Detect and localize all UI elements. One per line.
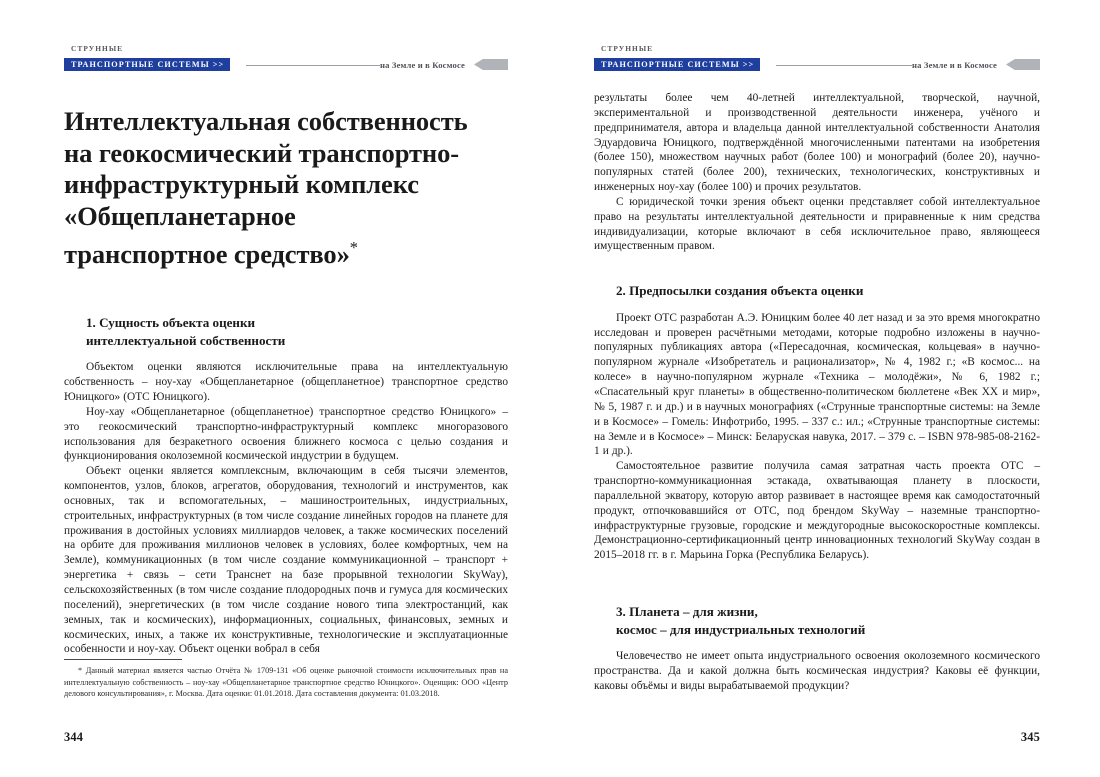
section-3-line-2: космос – для индустриальных технологий [616,621,866,637]
section-heading-2: 2. Предпосылки создания объекта оценки [616,283,864,299]
running-head-subtitle-left: на Земле и в Космосе [380,59,465,70]
footnote-block [64,659,508,699]
brand-bar-label: ТРАНСПОРТНЫЕ СИСТЕМЫ >> [64,58,230,71]
paragraph: Человечество не имеет опыта индустриального освоения околоземного космического пространства. Да и какой должна быть космическая индустрия? Каковы её функции, каковы объёмы и виды вырабатываемой продукции? [594,650,1040,692]
header-rule-left [246,65,380,66]
paragraph: Ноу-хау «Общепланетарное (общепланетное) транспортное средство Юницкого» – это геокосмический транспортно-инфраструктурный комплекс многоразового использования для безракетного освоения ближнего космоса с целью создания и функционирования околоземной космической индустрии в будущем. [64,405,508,463]
running-head-right [594,38,1040,72]
heading-spacer-3 [594,638,1040,649]
section-heading-3 [594,603,1040,638]
brand-logo-right [594,44,774,72]
title-line-1: Интеллектуальная собственность [64,106,468,136]
running-head-right-group-left [380,59,508,70]
paragraph: Проект ОТС разработан А.Э. Юницким более 40 лет назад и за это время многократно исследован и проверен расчётными методами, которые подробно изложены в научно-популярных публикациях автора («Пересадочная, космическая, кольцевая» в научно-популярном журнале «Изобретатель и рационализатор», № 4, 1982 г.; «В космос... на колесе» в научно-популярном журнале «Техника – молодёжи», № 6, 1982 г.; «Спасательный круг планеты» в общественно-политическом бюллетене «Век XX и мир», № 5, 1987 г. и др.) и в научных монографиях («Струнные транспортные системы: на Земле и в Космосе» – Гомель: Инфотрибо, 1995. – 337 с.: ил.; «Струнные транспортные системы: на Земле и в Космосе» – Минск: Беларуская навука, 2017. – 379 с. – ISBN 978-985-08-2162-1 и др.). [594,311,1040,458]
paragraph: С юридической точки зрения объект оценки представляет собой интеллектуальное право на результаты интеллектуальной деятельности и приравненные к ним средства индивидуализации, которые включают в себя исключительное право, являющееся имущественным правом. [594,195,1040,253]
running-head-subtitle-right: на Земле и в Космосе [912,59,997,70]
page-number-right: 345 [1020,730,1040,744]
section-3-line-1: 3. Планета – для жизни, [616,604,758,620]
footnote-separator [64,659,182,660]
title-line-4: «Общепланетарное [64,200,296,231]
brand-top-label: СТРУННЫЕ [71,44,124,53]
brand-bar-label: ТРАНСПОРТНЫЕ СИСТЕМЫ >> [594,58,760,71]
footnote-text: * Данный материал является частью Отчёта № 1709-131 «Об оценке рыночной стоимости исключительных прав на интеллектуальную собственность – ноу-хау «Общепланетарное транспортное средство Юницкого». Оценщик: ООО «Центр делового консультирования», г. Москва. Дата оценки: 01.01.2018. Дата составления документа: 01.03.2018. [64,666,508,698]
header-rule-right [776,65,912,66]
title-line-3: инфраструктурный комплекс [64,169,419,199]
section-1-line-2: интеллектуальной собственности [86,332,286,348]
arrow-left-icon [1006,59,1040,70]
brand-top-label: СТРУННЫЕ [601,44,654,53]
title-footnote-marker: * [349,238,358,257]
running-head-right-group-right [912,59,1040,70]
section-1-line-1: 1. Сущность объекта оценки [86,315,256,331]
page-title [64,106,508,270]
brand-logo-left [64,44,244,72]
paragraph: Объект оценки является комплексным, включающим в себя тысячи элементов, компонентов, узлов, блоков, агрегатов, оборудования, технологий и инструментов, как основных, так и вспомогательных, – машиностроительных, индустриальных, строительных, инфраструктурных (в том числе создание линейных городов на планете для проживания в достойных условиях миллиардов человек, а также космических поселений на орбите для проживания миллионов человек в условиях, более комфортных, чем на Земле), коммуникационных (в том числе создание коммуникационной – транспорт + энергетика + связь – сети Транснет на базе прорывной технологии SkyWay), сельскохозяйственных (в том числе создание плодородных почв и гумуса для космических поселений), энергетических (в том числе создание нового типа электростанций, как земных, так и космических), информационных, социальных, финансовых, земных и космических, иных, а также их конструктивные, технологические и эксплуатационные особенности и ноу-хау. Объект оценки вобрал в себя [64,465,508,656]
right-page [550,0,1100,777]
paragraph: результаты более чем 40-летней интеллектуальной, творческой, научной, экспериментальной и производственной деятельности инженера, учёного и предпринимателя, автора и владельца данной интеллектуальной собственности Анатолия Эдуардовича Юницкого, подтверждённой многочисленными патентами на изобретения (более 150), множеством научных работ (более 100) и монографий (более 20), научно-популярных статей (более 200), технических, технологических, конструктивных и инженерных ноу-хау (более 100) и прочих результатов. [594,92,1040,194]
column-top-spacer [594,72,1040,91]
paragraph: Объектом оценки являются исключительные права на интеллектуальную собственность – ноу-хау «Общепланетарное (общепланетное) транспортное средство Юницкого» (ОТС Юницкого). [64,361,508,404]
section-heading-1 [64,314,508,349]
heading-spacer-2 [594,300,1040,311]
page-number-left: 344 [64,730,84,744]
title-line-2: на геокосмический транспортно- [64,137,459,168]
paragraph: Самостоятельное развитие получила самая затратная часть проекта ОТС – транспортно-коммуникационная эстакада, охватывающая планету в плоскости, параллельной экватору, которую автор развивает в настоящее время как самодостаточный продукт, отпочковавшийся от ОТС, под брендом SkyWay – наземные транспортно-инфраструктурные грузовые, городские и междугородные высокоскоростные комплексы. Демонстрационно-сертификационный центр инновационных технологий SkyWay создан в 2015–2018 гг. в г. Марьина Горка (Республика Беларусь). [594,460,1040,562]
arrow-left-icon [474,59,508,70]
title-line-5: транспортное средство» [64,238,350,269]
running-head-left [64,38,508,72]
